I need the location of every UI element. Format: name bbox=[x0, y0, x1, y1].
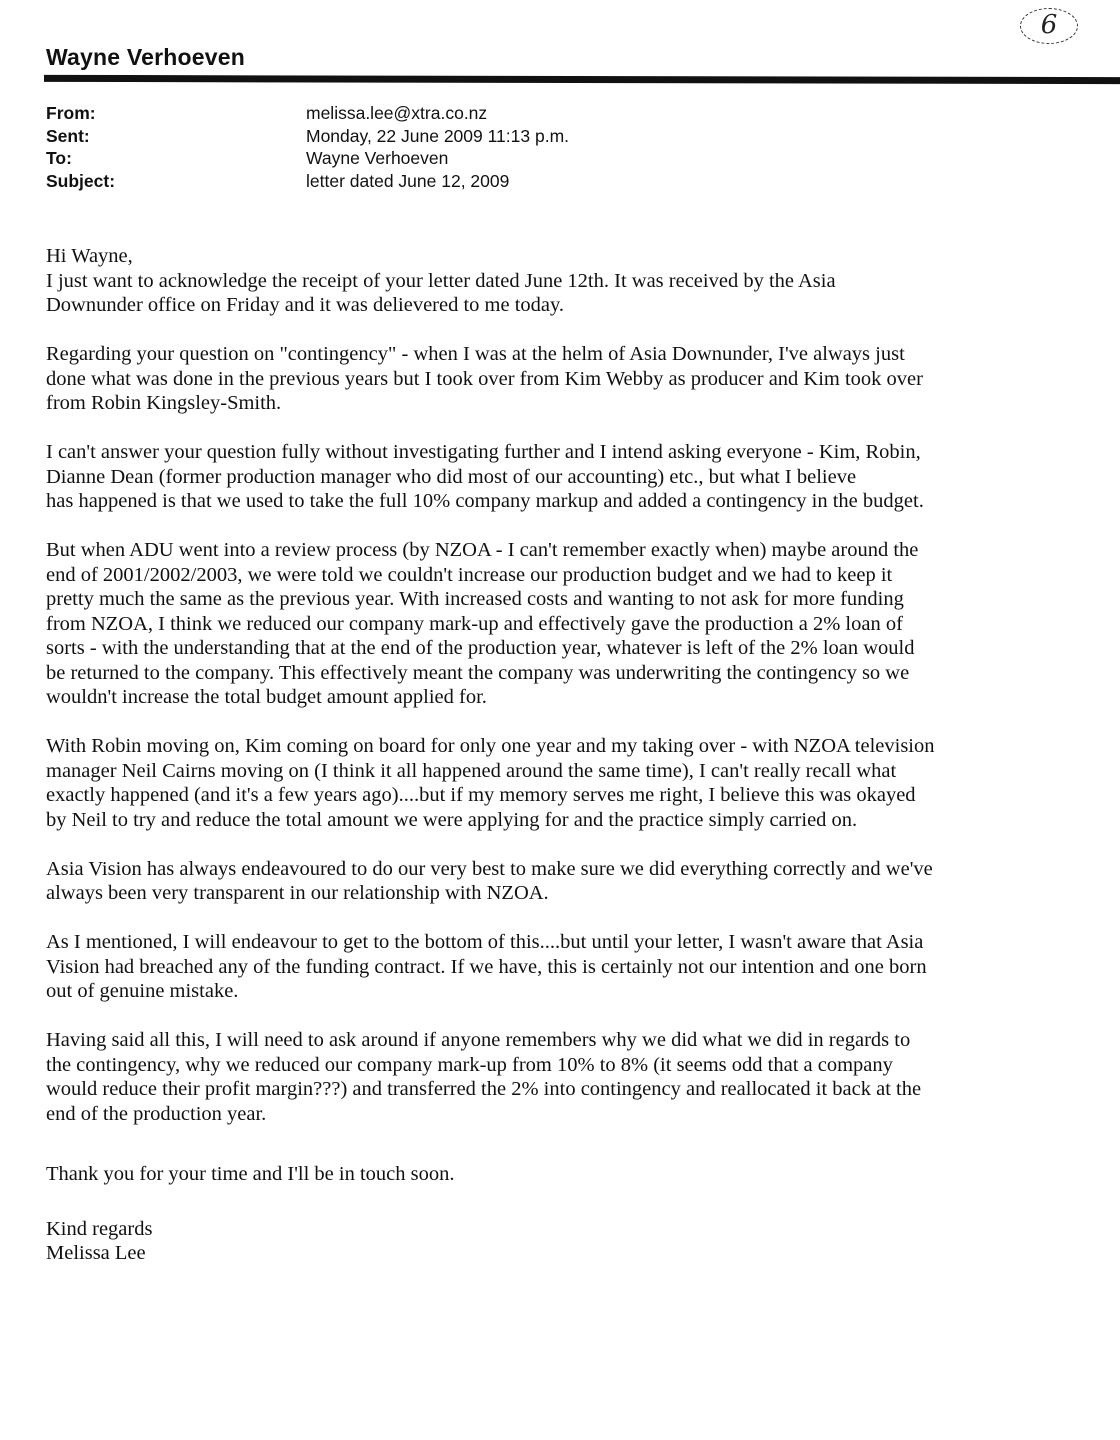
header-divider bbox=[44, 75, 1120, 84]
mailbox-owner-name: Wayne Verhoeven bbox=[46, 44, 246, 70]
paragraph-line: Downunder office on Friday and it was delievered to me today. bbox=[46, 294, 565, 316]
paragraph-line: end of 2001/2002/2003, we were told we couldn't increase our production budget and we had to keep it bbox=[46, 563, 893, 586]
email-header bbox=[46, 102, 569, 192]
closing: Kind regards bbox=[46, 1217, 153, 1240]
paragraph-line: Asia Vision has always endeavoured to do our very best to make sure we did everything correctly and we've bbox=[46, 857, 933, 880]
paragraph-line: be returned to the company. This effectively meant the company was underwriting the contingency so we bbox=[46, 661, 910, 684]
paragraph-line: manager Neil Cairns moving on (I think it all happened around the same time), I can't really recall what bbox=[46, 759, 897, 782]
paragraph-8 bbox=[46, 1028, 1120, 1126]
paragraph-line: from Robin Kingsley-Smith. bbox=[46, 392, 282, 414]
paragraph-2 bbox=[46, 342, 1120, 416]
email-body bbox=[46, 244, 1120, 1266]
paragraph-line: done what was done in the previous years but I took over from Kim Webby as producer and Kim took over bbox=[46, 367, 923, 390]
subject-label: Subject: bbox=[46, 170, 116, 191]
paragraph-line: Dianne Dean (former production manager who did most of our accounting) etc., but what I believe bbox=[46, 465, 857, 488]
handwritten-page-number: 6 bbox=[1020, 8, 1078, 44]
paragraph-line: from NZOA, I think we reduced our company mark-up and effectively gave the production a 2% loan of bbox=[46, 612, 903, 635]
from-value: melissa.lee@xtra.co.nz bbox=[306, 103, 488, 123]
paragraph-7 bbox=[46, 930, 1120, 1004]
paragraph-line: Regarding your question on "contingency" - when I was at the helm of Asia Downunder, I've always just bbox=[46, 343, 905, 365]
paragraph-line: As I mentioned, I will endeavour to get to the bottom of this....but until your letter, I wasn't aware that Asia bbox=[46, 931, 924, 953]
sent-label: Sent: bbox=[46, 125, 90, 146]
paragraph-1 bbox=[46, 269, 1120, 318]
to-row bbox=[46, 147, 569, 170]
paragraph-line: wouldn't increase the total budget amount applied for. bbox=[46, 686, 487, 708]
sent-value: Monday, 22 June 2009 11:13 p.m. bbox=[306, 125, 570, 146]
paragraph-line: always been very transparent in our relationship with NZOA. bbox=[46, 882, 549, 904]
to-value: Wayne Verhoeven bbox=[306, 148, 449, 168]
from-row bbox=[46, 102, 569, 125]
paragraph-line: Having said all this, I will need to ask around if anyone remembers why we did what we did in regards to bbox=[46, 1029, 911, 1051]
paragraph-line: Thank you for your time and I'll be in touch soon. bbox=[46, 1163, 455, 1185]
paragraph-line: exactly happened (and it's a few years ago)....but if my memory serves me right, I believe this was okayed bbox=[46, 784, 916, 806]
signature: Melissa Lee bbox=[46, 1242, 146, 1264]
paragraph-3 bbox=[46, 440, 1120, 514]
paragraph-4 bbox=[46, 538, 1120, 710]
paragraph-line: out of genuine mistake. bbox=[46, 980, 239, 1002]
paragraph-line: pretty much the same as the previous year. With increased costs and wanting to not ask for more funding bbox=[46, 588, 904, 610]
paragraph-line: I can't answer your question fully without investigating further and I intend asking everyone - Kim, Robin, bbox=[46, 441, 921, 463]
subject-value: letter dated June 12, 2009 bbox=[306, 170, 510, 191]
paragraph-5 bbox=[46, 734, 1120, 832]
subject-row bbox=[46, 170, 569, 193]
paragraph-9 bbox=[46, 1162, 1120, 1187]
paragraph-6 bbox=[46, 857, 1120, 906]
from-label: From: bbox=[46, 103, 96, 123]
paragraph-line: With Robin moving on, Kim coming on board for only one year and my taking over - with NZOA television bbox=[46, 735, 935, 757]
greeting: Hi Wayne, bbox=[46, 245, 133, 267]
paragraph-line: I just want to acknowledge the receipt of your letter dated June 12th. It was received by the Asia bbox=[46, 269, 836, 292]
paragraph-line: But when ADU went into a review process (by NZOA - I can't remember exactly when) maybe around the bbox=[46, 539, 919, 561]
paragraph-line: would reduce their profit margin???) and transferred the 2% into contingency and reallocated it back at the bbox=[46, 1078, 922, 1100]
sent-row bbox=[46, 125, 569, 148]
paragraph-line: sorts - with the understanding that at the end of the production year, whatever is left of the 2% loan would bbox=[46, 637, 915, 659]
to-label: To: bbox=[46, 148, 72, 168]
paragraph-line: end of the production year. bbox=[46, 1102, 267, 1125]
paragraph-line: by Neil to try and reduce the total amount we were applying for and the practice simply carried on. bbox=[46, 808, 858, 831]
paragraph-line: has happened is that we used to take the full 10% company markup and added a contingency in the budget. bbox=[46, 490, 924, 512]
paragraph-line: Vision had breached any of the funding contract. If we have, this is certainly not our intention and one born bbox=[46, 955, 927, 978]
paragraph-line: the contingency, why we reduced our company mark-up from 10% to 8% (it seems odd that a company bbox=[46, 1053, 893, 1076]
